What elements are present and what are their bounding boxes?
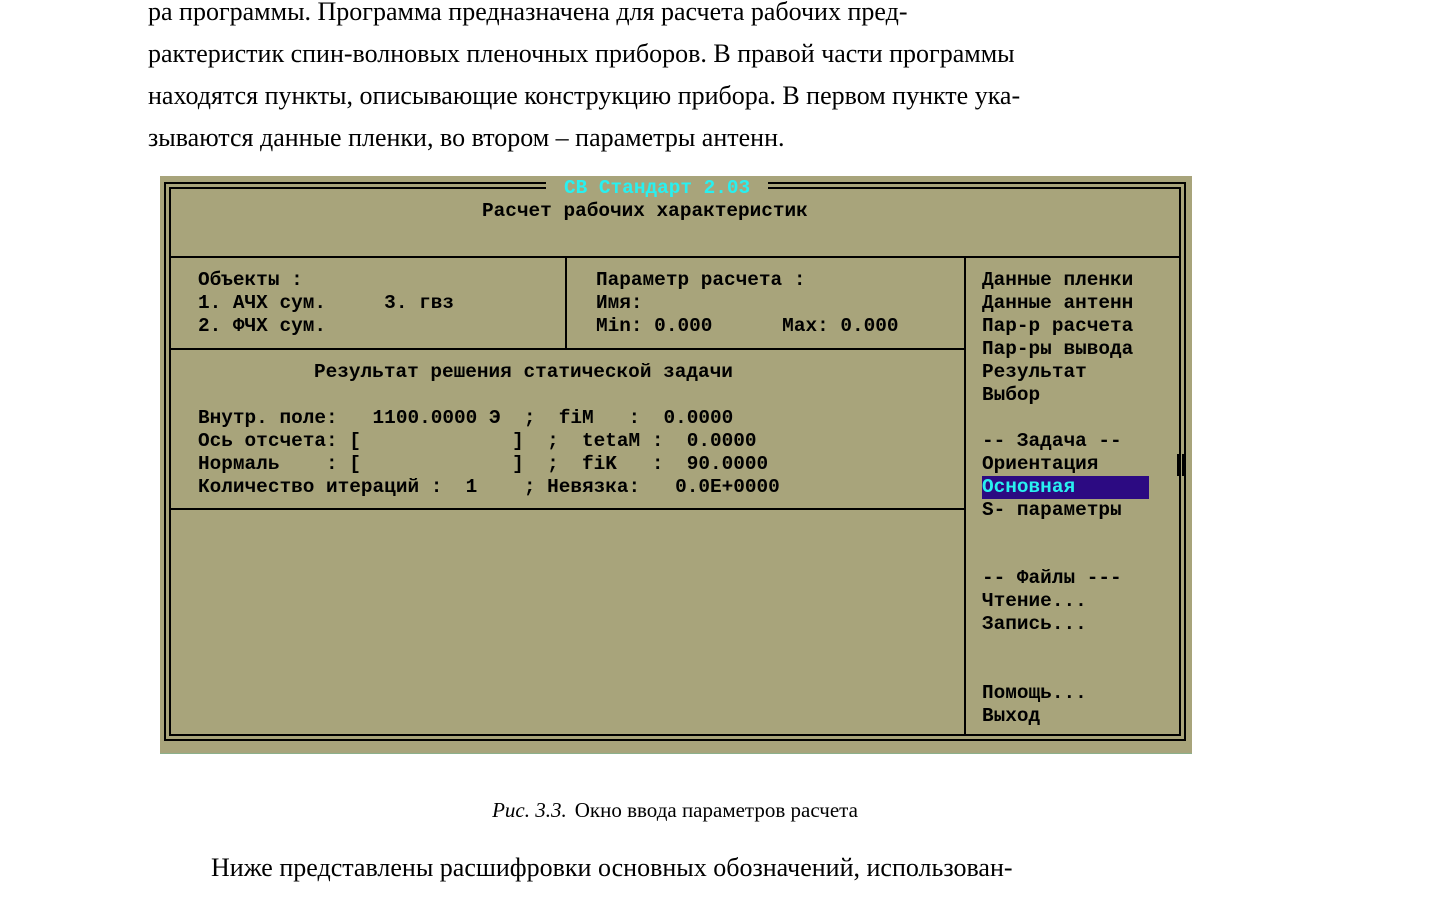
menu-item-s-params[interactable]: S- параметры [982, 499, 1122, 521]
divider [169, 348, 965, 350]
menu-item-film-data[interactable]: Данные пленки [982, 269, 1134, 291]
calc-param-name[interactable]: Имя: [596, 292, 643, 314]
figure-caption [0, 794, 1350, 826]
menu-section-task: -- Задача -- [982, 430, 1122, 452]
result-row[interactable]: Ось отсчета: [ ] ; tetaM : 0.0000 [198, 430, 757, 452]
menu-item-orientation[interactable]: Ориентация [982, 453, 1099, 475]
objects-label: Объекты : [198, 269, 303, 291]
menu-item-exit[interactable]: Выход [982, 705, 1041, 727]
figure-number: Рис. 3.3. [492, 798, 567, 822]
objects-item[interactable]: 1. АЧХ сум. 3. гвз [198, 292, 454, 314]
calc-param-label: Параметр расчета : [596, 269, 806, 291]
menu-item-read[interactable]: Чтение... [982, 590, 1087, 612]
divider [169, 508, 965, 510]
menu-item-antenna-data[interactable]: Данные антенн [982, 292, 1134, 314]
result-row: Внутр. поле: 1100.0000 Э ; fiM : 0.0000 [198, 407, 734, 429]
menu-item-calc-param[interactable]: Пар-р расчета [982, 315, 1134, 337]
program-window-screenshot [160, 176, 1192, 753]
program-title: СВ Стандарт 2.03 [546, 177, 768, 199]
paragraph-line: находятся пункты, описывающие конструкцию прибора. В первом пункте ука- [148, 81, 1021, 110]
menu-item-help[interactable]: Помощь... [982, 682, 1087, 704]
divider [169, 256, 1181, 258]
calc-param-minmax[interactable]: Min: 0.000 Max: 0.000 [596, 315, 899, 337]
menu-item-output-params[interactable]: Пар-ры вывода [982, 338, 1134, 360]
divider [964, 256, 966, 736]
divider [565, 256, 567, 349]
paragraph-line: ра программы. Программа предназначена для расчета рабочих пред- [148, 0, 908, 26]
objects-item[interactable]: 2. ФЧХ сум. [198, 315, 326, 337]
selected-item-label: Основная [982, 476, 1149, 499]
result-row[interactable]: Нормаль : [ ] ; fiK : 90.0000 [198, 453, 769, 475]
paragraph-bottom: Ниже представлены расшифровки основных обозначений, использован- [211, 853, 1013, 882]
paragraph-line: зываются данные пленки, во втором – параметры антенн. [148, 123, 785, 152]
result-row: Количество итераций : 1 ; Невязка: 0.0E+0000 [198, 476, 780, 498]
figure-caption-text: Окно ввода параметров расчета [574, 798, 858, 822]
scroll-marker [1177, 454, 1185, 476]
menu-item-main-selected[interactable] [982, 476, 1149, 499]
paragraph-line: рактеристик спин-волновых пленочных приборов. В правой части программы [148, 39, 1015, 68]
menu-item-choice[interactable]: Выбор [982, 384, 1041, 406]
window-heading: Расчет рабочих характеристик [482, 200, 808, 222]
menu-item-result[interactable]: Результат [982, 361, 1087, 383]
paragraph-top [148, 0, 1020, 159]
menu-item-write[interactable]: Запись... [982, 613, 1087, 635]
result-title: Результат решения статической задачи [314, 361, 733, 383]
menu-section-files: -- Файлы --- [982, 567, 1122, 589]
